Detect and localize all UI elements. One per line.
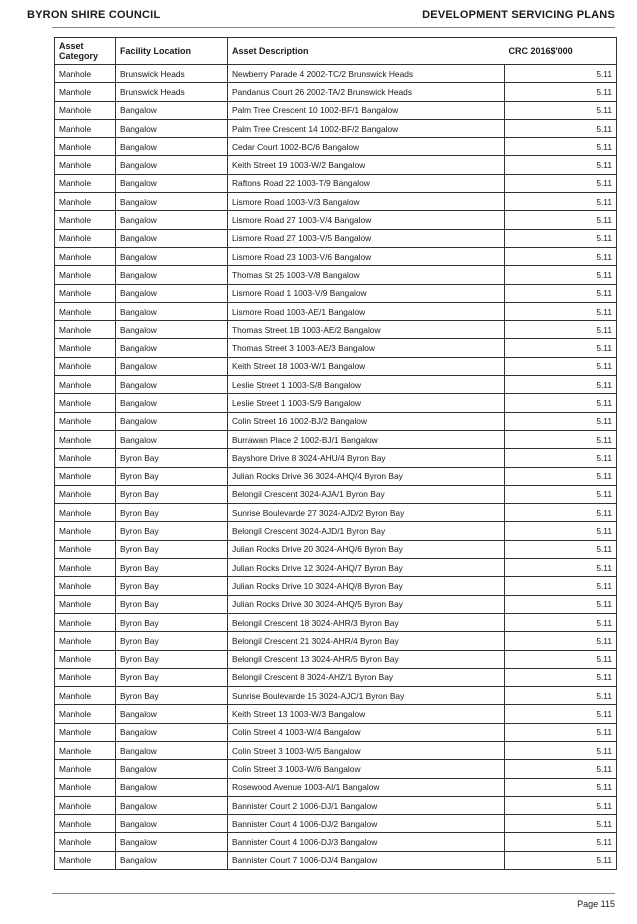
document-title: DEVELOPMENT SERVICING PLANS — [422, 9, 615, 21]
cell-facility-location: Bangalow — [116, 430, 228, 448]
header-divider — [52, 27, 615, 28]
cell-crc: 5.11 — [505, 302, 617, 320]
table-row — [55, 540, 617, 558]
cell-crc: 5.11 — [505, 741, 617, 759]
cell-asset-description: Keith Street 18 1003-W/1 Bangalow — [228, 357, 505, 375]
cell-facility-location: Byron Bay — [116, 522, 228, 540]
cell-asset-category: Manhole — [55, 138, 116, 156]
cell-facility-location: Byron Bay — [116, 632, 228, 650]
cell-asset-description: Raftons Road 22 1003-T/9 Bangalow — [228, 174, 505, 192]
page-header — [27, 9, 615, 25]
cell-asset-description: Lismore Road 23 1003-V/6 Bangalow — [228, 247, 505, 265]
cell-asset-category: Manhole — [55, 760, 116, 778]
cell-facility-location: Bangalow — [116, 357, 228, 375]
cell-crc: 5.11 — [505, 705, 617, 723]
cell-crc: 5.11 — [505, 485, 617, 503]
table-header-row — [55, 38, 617, 65]
cell-asset-category: Manhole — [55, 119, 116, 137]
table-row — [55, 193, 617, 211]
cell-crc: 5.11 — [505, 412, 617, 430]
cell-asset-description: Belongil Crescent 13 3024-AHR/5 Byron Bay — [228, 650, 505, 668]
council-name: BYRON SHIRE COUNCIL — [27, 9, 161, 21]
cell-asset-category: Manhole — [55, 449, 116, 467]
cell-crc: 5.11 — [505, 632, 617, 650]
table-row — [55, 247, 617, 265]
cell-facility-location: Byron Bay — [116, 650, 228, 668]
cell-asset-category: Manhole — [55, 211, 116, 229]
cell-facility-location: Bangalow — [116, 119, 228, 137]
cell-facility-location: Bangalow — [116, 833, 228, 851]
table-row — [55, 760, 617, 778]
cell-facility-location: Byron Bay — [116, 559, 228, 577]
table-row — [55, 467, 617, 485]
table-row — [55, 687, 617, 705]
cell-asset-description: Julian Rocks Drive 30 3024-AHQ/5 Byron Bay — [228, 595, 505, 613]
cell-asset-category: Manhole — [55, 687, 116, 705]
cell-crc: 5.11 — [505, 211, 617, 229]
table-row — [55, 815, 617, 833]
cell-facility-location: Bangalow — [116, 705, 228, 723]
cell-asset-description: Julian Rocks Drive 12 3024-AHQ/7 Byron Bay — [228, 559, 505, 577]
cell-asset-description: Bannister Court 4 1006-DJ/3 Bangalow — [228, 833, 505, 851]
cell-asset-category: Manhole — [55, 741, 116, 759]
cell-facility-location: Bangalow — [116, 229, 228, 247]
cell-crc: 5.11 — [505, 778, 617, 796]
cell-crc: 5.11 — [505, 156, 617, 174]
cell-crc: 5.11 — [505, 376, 617, 394]
cell-asset-category: Manhole — [55, 302, 116, 320]
cell-facility-location: Bangalow — [116, 156, 228, 174]
table-row — [55, 613, 617, 631]
cell-asset-category: Manhole — [55, 632, 116, 650]
cell-crc: 5.11 — [505, 430, 617, 448]
cell-asset-category: Manhole — [55, 247, 116, 265]
table-row — [55, 851, 617, 869]
cell-asset-category: Manhole — [55, 156, 116, 174]
cell-asset-description: Burrawan Place 2 1002-BJ/1 Bangalow — [228, 430, 505, 448]
table-row — [55, 321, 617, 339]
cell-facility-location: Brunswick Heads — [116, 83, 228, 101]
cell-asset-description: Palm Tree Crescent 14 1002-BF/2 Bangalow — [228, 119, 505, 137]
cell-crc: 5.11 — [505, 577, 617, 595]
cell-asset-description: Rosewood Avenue 1003-AI/1 Bangalow — [228, 778, 505, 796]
cell-asset-category: Manhole — [55, 705, 116, 723]
cell-asset-category: Manhole — [55, 174, 116, 192]
cell-asset-category: Manhole — [55, 504, 116, 522]
cell-asset-description: Leslie Street 1 1003-S/9 Bangalow — [228, 394, 505, 412]
cell-facility-location: Bangalow — [116, 174, 228, 192]
crc-label: CRC 2016$'000 — [508, 46, 573, 56]
cell-crc: 5.11 — [505, 760, 617, 778]
cell-asset-category: Manhole — [55, 394, 116, 412]
cell-crc: 5.11 — [505, 321, 617, 339]
cell-facility-location: Bangalow — [116, 284, 228, 302]
cell-facility-location: Bangalow — [116, 796, 228, 814]
cell-crc: 5.11 — [505, 138, 617, 156]
cell-crc: 5.11 — [505, 83, 617, 101]
table-row — [55, 668, 617, 686]
cell-asset-description: Belongil Crescent 21 3024-AHR/4 Byron Bay — [228, 632, 505, 650]
cell-facility-location: Bangalow — [116, 302, 228, 320]
cell-asset-description: Thomas St 25 1003-V/8 Bangalow — [228, 266, 505, 284]
table-row — [55, 266, 617, 284]
cell-crc: 5.11 — [505, 467, 617, 485]
cell-asset-category: Manhole — [55, 833, 116, 851]
cell-asset-category: Manhole — [55, 815, 116, 833]
cell-crc: 5.11 — [505, 668, 617, 686]
asset-table — [54, 37, 617, 870]
cell-asset-description: Belongil Crescent 18 3024-AHR/3 Byron Bay — [228, 613, 505, 631]
cell-asset-category: Manhole — [55, 668, 116, 686]
cell-asset-description: Colin Street 3 1003-W/5 Bangalow — [228, 741, 505, 759]
cell-crc: 5.11 — [505, 394, 617, 412]
cell-asset-category: Manhole — [55, 485, 116, 503]
cell-crc: 5.11 — [505, 851, 617, 869]
cell-facility-location: Bangalow — [116, 339, 228, 357]
cell-asset-description: Julian Rocks Drive 36 3024-AHQ/4 Byron Bay — [228, 467, 505, 485]
cell-asset-description: Pandanus Court 26 2002-TA/2 Brunswick Heads — [228, 83, 505, 101]
cell-asset-category: Manhole — [55, 266, 116, 284]
table-row — [55, 138, 617, 156]
table-row — [55, 485, 617, 503]
cell-asset-category: Manhole — [55, 577, 116, 595]
cell-crc: 5.11 — [505, 339, 617, 357]
cell-asset-description: Colin Street 4 1003-W/4 Bangalow — [228, 723, 505, 741]
cell-asset-description: Julian Rocks Drive 10 3024-AHQ/8 Byron Bay — [228, 577, 505, 595]
cell-crc: 5.11 — [505, 559, 617, 577]
cell-asset-description: Lismore Road 1 1003-V/9 Bangalow — [228, 284, 505, 302]
cell-asset-description: Belongil Crescent 3024-AJA/1 Byron Bay — [228, 485, 505, 503]
table-row — [55, 559, 617, 577]
table-row — [55, 65, 617, 83]
cell-crc: 5.11 — [505, 266, 617, 284]
table-row — [55, 632, 617, 650]
cell-asset-category: Manhole — [55, 522, 116, 540]
table-row — [55, 101, 617, 119]
cell-asset-category: Manhole — [55, 851, 116, 869]
cell-asset-description: Lismore Road 1003-AE/1 Bangalow — [228, 302, 505, 320]
cell-asset-category: Manhole — [55, 101, 116, 119]
table-row — [55, 156, 617, 174]
cell-crc: 5.11 — [505, 119, 617, 137]
table-row — [55, 211, 617, 229]
cell-asset-description: Julian Rocks Drive 20 3024-AHQ/6 Byron Bay — [228, 540, 505, 558]
cell-crc: 5.11 — [505, 540, 617, 558]
cell-facility-location: Byron Bay — [116, 595, 228, 613]
cell-asset-category: Manhole — [55, 65, 116, 83]
cell-facility-location: Bangalow — [116, 376, 228, 394]
table-row — [55, 504, 617, 522]
cell-crc: 5.11 — [505, 101, 617, 119]
cell-facility-location: Bangalow — [116, 321, 228, 339]
table-row — [55, 302, 617, 320]
cell-facility-location: Byron Bay — [116, 687, 228, 705]
cell-asset-category: Manhole — [55, 796, 116, 814]
cell-asset-description: Sunrise Boulevarde 27 3024-AJD/2 Byron Bay — [228, 504, 505, 522]
table-row — [55, 705, 617, 723]
cell-crc: 5.11 — [505, 357, 617, 375]
cell-asset-category: Manhole — [55, 650, 116, 668]
cell-crc: 5.11 — [505, 504, 617, 522]
cell-asset-description: Newberry Parade 4 2002-TC/2 Brunswick Heads — [228, 65, 505, 83]
table-row — [55, 741, 617, 759]
cell-facility-location: Bangalow — [116, 266, 228, 284]
cell-crc: 5.11 — [505, 193, 617, 211]
cell-facility-location: Bangalow — [116, 851, 228, 869]
cell-asset-category: Manhole — [55, 229, 116, 247]
col-header-facility-location: Facility Location — [116, 38, 228, 65]
cell-asset-description: Cedar Court 1002-BC/6 Bangalow — [228, 138, 505, 156]
cell-asset-category: Manhole — [55, 723, 116, 741]
table-row — [55, 394, 617, 412]
cell-asset-description: Bayshore Drive 8 3024-AHU/4 Byron Bay — [228, 449, 505, 467]
table-row — [55, 357, 617, 375]
cell-asset-description: Lismore Road 27 1003-V/5 Bangalow — [228, 229, 505, 247]
cell-facility-location: Byron Bay — [116, 449, 228, 467]
table-row — [55, 650, 617, 668]
table-row — [55, 723, 617, 741]
table-row — [55, 577, 617, 595]
table-row — [55, 284, 617, 302]
cell-asset-category: Manhole — [55, 83, 116, 101]
cell-facility-location: Bangalow — [116, 394, 228, 412]
cell-asset-category: Manhole — [55, 595, 116, 613]
cell-asset-description: Leslie Street 1 1003-S/8 Bangalow — [228, 376, 505, 394]
cell-asset-category: Manhole — [55, 357, 116, 375]
cell-crc: 5.11 — [505, 723, 617, 741]
table-row — [55, 229, 617, 247]
cell-asset-description: Thomas Street 1B 1003-AE/2 Bangalow — [228, 321, 505, 339]
cell-asset-description: Keith Street 19 1003-W/2 Bangalow — [228, 156, 505, 174]
table-row — [55, 430, 617, 448]
table-row — [55, 449, 617, 467]
cell-crc: 5.11 — [505, 284, 617, 302]
cell-asset-description: Bannister Court 2 1006-DJ/1 Bangalow — [228, 796, 505, 814]
table-row — [55, 339, 617, 357]
cell-asset-category: Manhole — [55, 778, 116, 796]
cell-facility-location: Bangalow — [116, 760, 228, 778]
table-row — [55, 376, 617, 394]
cell-asset-category: Manhole — [55, 559, 116, 577]
cell-asset-category: Manhole — [55, 339, 116, 357]
cell-crc: 5.11 — [505, 796, 617, 814]
cell-facility-location: Byron Bay — [116, 467, 228, 485]
cell-facility-location: Byron Bay — [116, 540, 228, 558]
cell-facility-location: Byron Bay — [116, 504, 228, 522]
cell-asset-description: Belongil Crescent 8 3024-AHZ/1 Byron Bay — [228, 668, 505, 686]
cell-facility-location: Bangalow — [116, 211, 228, 229]
cell-facility-location: Byron Bay — [116, 613, 228, 631]
cell-asset-description: Lismore Road 27 1003-V/4 Bangalow — [228, 211, 505, 229]
table-row — [55, 412, 617, 430]
table-row — [55, 833, 617, 851]
cell-crc: 5.11 — [505, 247, 617, 265]
cell-facility-location: Bangalow — [116, 101, 228, 119]
cell-facility-location: Brunswick Heads — [116, 65, 228, 83]
cell-facility-location: Bangalow — [116, 741, 228, 759]
cell-facility-location: Byron Bay — [116, 485, 228, 503]
cell-crc: 5.11 — [505, 522, 617, 540]
col-header-asset-category: Asset Category — [55, 38, 116, 65]
col-header-asset-description — [228, 38, 505, 65]
cell-facility-location: Bangalow — [116, 138, 228, 156]
table-row — [55, 778, 617, 796]
cell-crc: 5.11 — [505, 833, 617, 851]
cell-asset-category: Manhole — [55, 430, 116, 448]
page-number: Page 115 — [577, 899, 615, 909]
cell-facility-location: Bangalow — [116, 193, 228, 211]
cell-crc: 5.11 — [505, 815, 617, 833]
cell-crc: 5.11 — [505, 449, 617, 467]
cell-asset-category: Manhole — [55, 613, 116, 631]
cell-asset-description: Bannister Court 7 1006-DJ/4 Bangalow — [228, 851, 505, 869]
cell-facility-location: Byron Bay — [116, 668, 228, 686]
cell-asset-description: Thomas Street 3 1003-AE/3 Bangalow — [228, 339, 505, 357]
cell-crc: 5.11 — [505, 174, 617, 192]
cell-crc: 5.11 — [505, 595, 617, 613]
table-row — [55, 796, 617, 814]
cell-asset-description: Belongil Crescent 3024-AJD/1 Byron Bay — [228, 522, 505, 540]
cell-crc: 5.11 — [505, 613, 617, 631]
cell-asset-description: Bannister Court 4 1006-DJ/2 Bangalow — [228, 815, 505, 833]
cell-facility-location: Bangalow — [116, 723, 228, 741]
cell-asset-description: Palm Tree Crescent 10 1002-BF/1 Bangalow — [228, 101, 505, 119]
cell-asset-description: Keith Street 13 1003-W/3 Bangalow — [228, 705, 505, 723]
cell-crc: 5.11 — [505, 229, 617, 247]
footer-divider — [52, 893, 615, 894]
cell-facility-location: Bangalow — [116, 778, 228, 796]
cell-asset-description: Sunrise Boulevarde 15 3024-AJC/1 Byron Bay — [228, 687, 505, 705]
table-row — [55, 83, 617, 101]
table-row — [55, 595, 617, 613]
cell-crc: 5.11 — [505, 687, 617, 705]
cell-asset-category: Manhole — [55, 467, 116, 485]
cell-facility-location: Bangalow — [116, 412, 228, 430]
cell-asset-category: Manhole — [55, 376, 116, 394]
cell-facility-location: Byron Bay — [116, 577, 228, 595]
table-row — [55, 119, 617, 137]
cell-asset-category: Manhole — [55, 321, 116, 339]
cell-crc: 5.11 — [505, 65, 617, 83]
cell-asset-category: Manhole — [55, 284, 116, 302]
cell-asset-description: Colin Street 3 1003-W/6 Bangalow — [228, 760, 505, 778]
table-row — [55, 174, 617, 192]
cell-asset-category: Manhole — [55, 540, 116, 558]
cell-facility-location: Bangalow — [116, 815, 228, 833]
cell-facility-location: Bangalow — [116, 247, 228, 265]
asset-description-label: Asset Description — [232, 46, 309, 56]
cell-asset-category: Manhole — [55, 193, 116, 211]
cell-asset-description: Lismore Road 1003-V/3 Bangalow — [228, 193, 505, 211]
cell-crc: 5.11 — [505, 650, 617, 668]
cell-asset-description: Colin Street 16 1002-BJ/2 Bangalow — [228, 412, 505, 430]
cell-asset-category: Manhole — [55, 412, 116, 430]
table-body — [55, 65, 617, 870]
table-row — [55, 522, 617, 540]
col-header-crc — [505, 38, 617, 65]
